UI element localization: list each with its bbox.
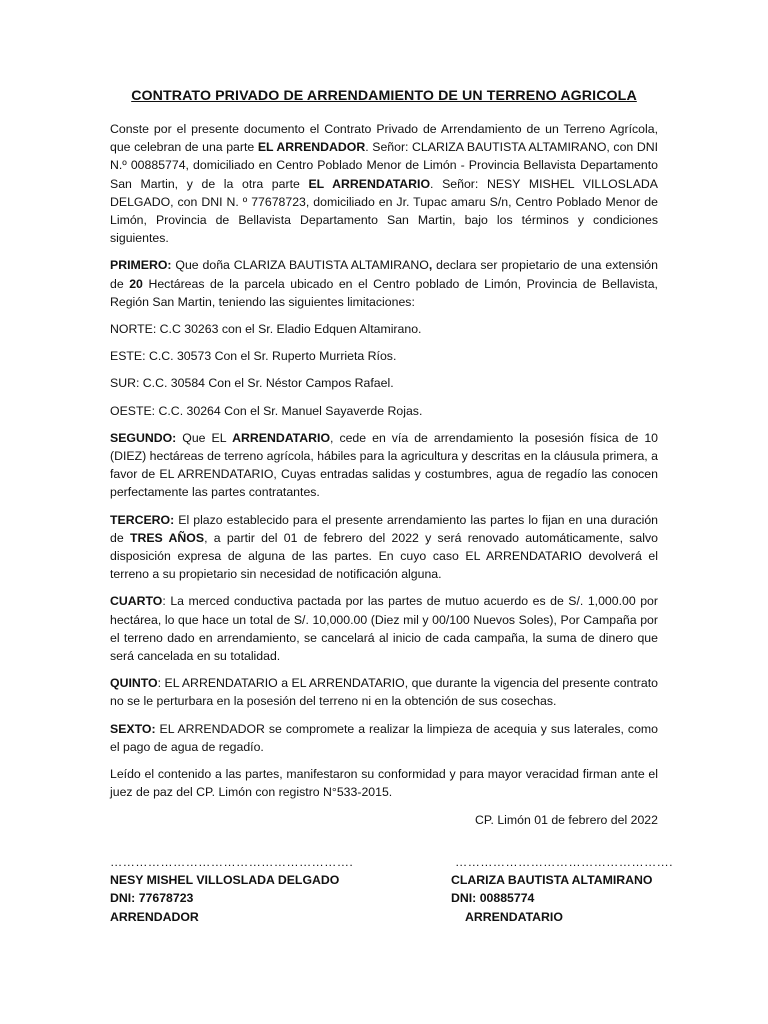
- clause-cuarto-label: CUARTO: [110, 594, 163, 609]
- signature-block: [110, 853, 673, 933]
- clause-segundo: [110, 429, 658, 502]
- intro-paragraph: [110, 120, 658, 247]
- intro-text-2: . Señor: CLARIZA BAUTISTA ALTAMIRANO, con DNI N.º 00885774, domiciliado en Centro Poblado Menor de Limón - Provincia Bellavista Departamento San Martin, y de la otra parte: [110, 140, 659, 191]
- signatory-name: NESY MISHEL VILLOSLADA DELGADO: [110, 873, 340, 888]
- document-title: CONTRATO PRIVADO DE ARRENDAMIENTO DE UN TERRENO AGRICOLA: [131, 88, 637, 104]
- intro-arrendador-bold: EL ARRENDADOR: [257, 140, 366, 155]
- signature-line: ………………………………………………….: [110, 855, 354, 869]
- signing-date: CP. Limón 01 de febrero del 2022: [475, 812, 658, 827]
- clause-quinto-label: QUINTO: [110, 676, 158, 691]
- clause-tercero-label: TERCERO:: [110, 512, 175, 527]
- clause-cuarto-text: : La merced conductiva pactada por las partes de mutuo acuerdo es de S/. 1,000.00 por hectárea, lo que hace un total de S/. 10,000.00 (Diez mil y 00/100 Nuevos Soles), Por Campaña por el terreno dado en arrendamiento, se cancelará al inicio de cada campaña, la suma de dinero que será cancelada en su totalidad.: [110, 594, 658, 664]
- limit-este: ESTE: C.C. 30573 Con el Sr. Ruperto Murrieta Ríos.: [110, 349, 397, 364]
- clause-sexto: [110, 720, 658, 756]
- clause-primero-bold-1: ,: [428, 258, 433, 273]
- clause-segundo-text-2: , cede en vía de arrendamiento la posesión física de 10 (DIEZ) hectáreas de terreno agrícola, hábiles para la agricultura y descritas en la cláusula primera, a favor de EL ARRENDATARIO, Cuyas entradas salidas y costumbres, agua de regadío las conocen perfectamente las partes contratantes.: [110, 430, 658, 500]
- clause-primero-text-3: Hectáreas de la parcela ubicado en el Centro poblado de Limón, Provincia de Bellavista, Región San Martin, teniendo las siguientes limitaciones:: [110, 276, 658, 309]
- clause-segundo-bold: ARRENDATARIO: [232, 430, 331, 445]
- intro-text-3: . Señor: NESY MISHEL VILLOSLADA DELGADO, con DNI N. º 77678723, domiciliado en Jr. Tupac amaru S/n, Centro Poblado Menor de Limón, Provincia de Bellavista Departamento San Martin, bajo los términos y condiciones siguientes.: [110, 176, 658, 246]
- clause-segundo-label: SEGUNDO:: [110, 430, 177, 445]
- clause-tercero-text-1: El plazo establecido para el presente arrendamiento las partes lo fijan en una duración de: [110, 512, 658, 545]
- limit-sur: SUR: C.C. 30584 Con el Sr. Néstor Campos Rafael.: [110, 376, 394, 391]
- clause-cuarto: [110, 592, 658, 665]
- intro-text-1: Conste por el presente documento el Contrato Privado de Arrendamiento de un Terreno Agrícola, que celebran de una parte: [110, 122, 658, 155]
- clause-sexto-text: EL ARRENDADOR se compromete a realizar la limpieza de acequia y sus laterales, como el pago de agua de regadío.: [110, 721, 658, 754]
- clause-primero-label: PRIMERO:: [110, 258, 172, 273]
- clause-sexto-label: SEXTO:: [110, 721, 156, 736]
- signature-arrendatario: [451, 853, 673, 926]
- clause-primero-text-2: declara ser propietario de una extensión de: [110, 258, 658, 291]
- signatory-dni: DNI: 00885774: [451, 891, 535, 906]
- clause-quinto-text: : EL ARRENDATARIO a EL ARRENDATARIO, que durante la vigencia del presente contrato no se le perturbara en la posesión del terreno ni en la obtención de sus cosechas.: [110, 676, 658, 709]
- limit-oeste: OESTE: C.C. 30264 Con el Sr. Manuel Sayaverde Rojas.: [110, 403, 423, 418]
- closing-paragraph: Leído el contenido a las partes, manifestaron su conformidad y para mayor veracidad firman ante el juez de paz del CP. Limón con registro N°533-2015.: [110, 767, 658, 800]
- signatory-role: ARRENDADOR: [110, 909, 199, 924]
- signatory-name: CLARIZA BAUTISTA ALTAMIRANO: [451, 873, 653, 888]
- clause-primero-text-1: Que doña CLARIZA BAUTISTA ALTAMIRANO: [171, 258, 429, 273]
- signature-line: …………………………………………….: [455, 855, 673, 869]
- limit-norte: NORTE: C.C 30263 con el Sr. Eladio Edquen Altamirano.: [110, 322, 422, 337]
- signatory-dni: DNI: 77678723: [110, 891, 194, 906]
- clause-tercero-text-2: , a partir del 01 de febrero del 2022 y será renovado automáticamente, salvo disposición expresa de alguna de las partes. En cuyo caso EL ARRENDATARIO devolverá el terreno a su propietario sin necesidad de notificación alguna.: [110, 530, 658, 582]
- signatory-role: ARRENDATARIO: [465, 909, 563, 924]
- clause-tercero: [110, 511, 658, 584]
- clause-quinto: [110, 674, 658, 710]
- clause-segundo-text-1: Que EL: [176, 430, 233, 445]
- clause-primero: [110, 256, 658, 311]
- intro-arrendatario-bold: EL ARRENDATARIO: [308, 176, 431, 191]
- clause-primero-hectares: 20: [129, 276, 143, 291]
- clause-tercero-duration: TRES AÑOS: [129, 530, 205, 545]
- signature-arrendador: [110, 853, 353, 926]
